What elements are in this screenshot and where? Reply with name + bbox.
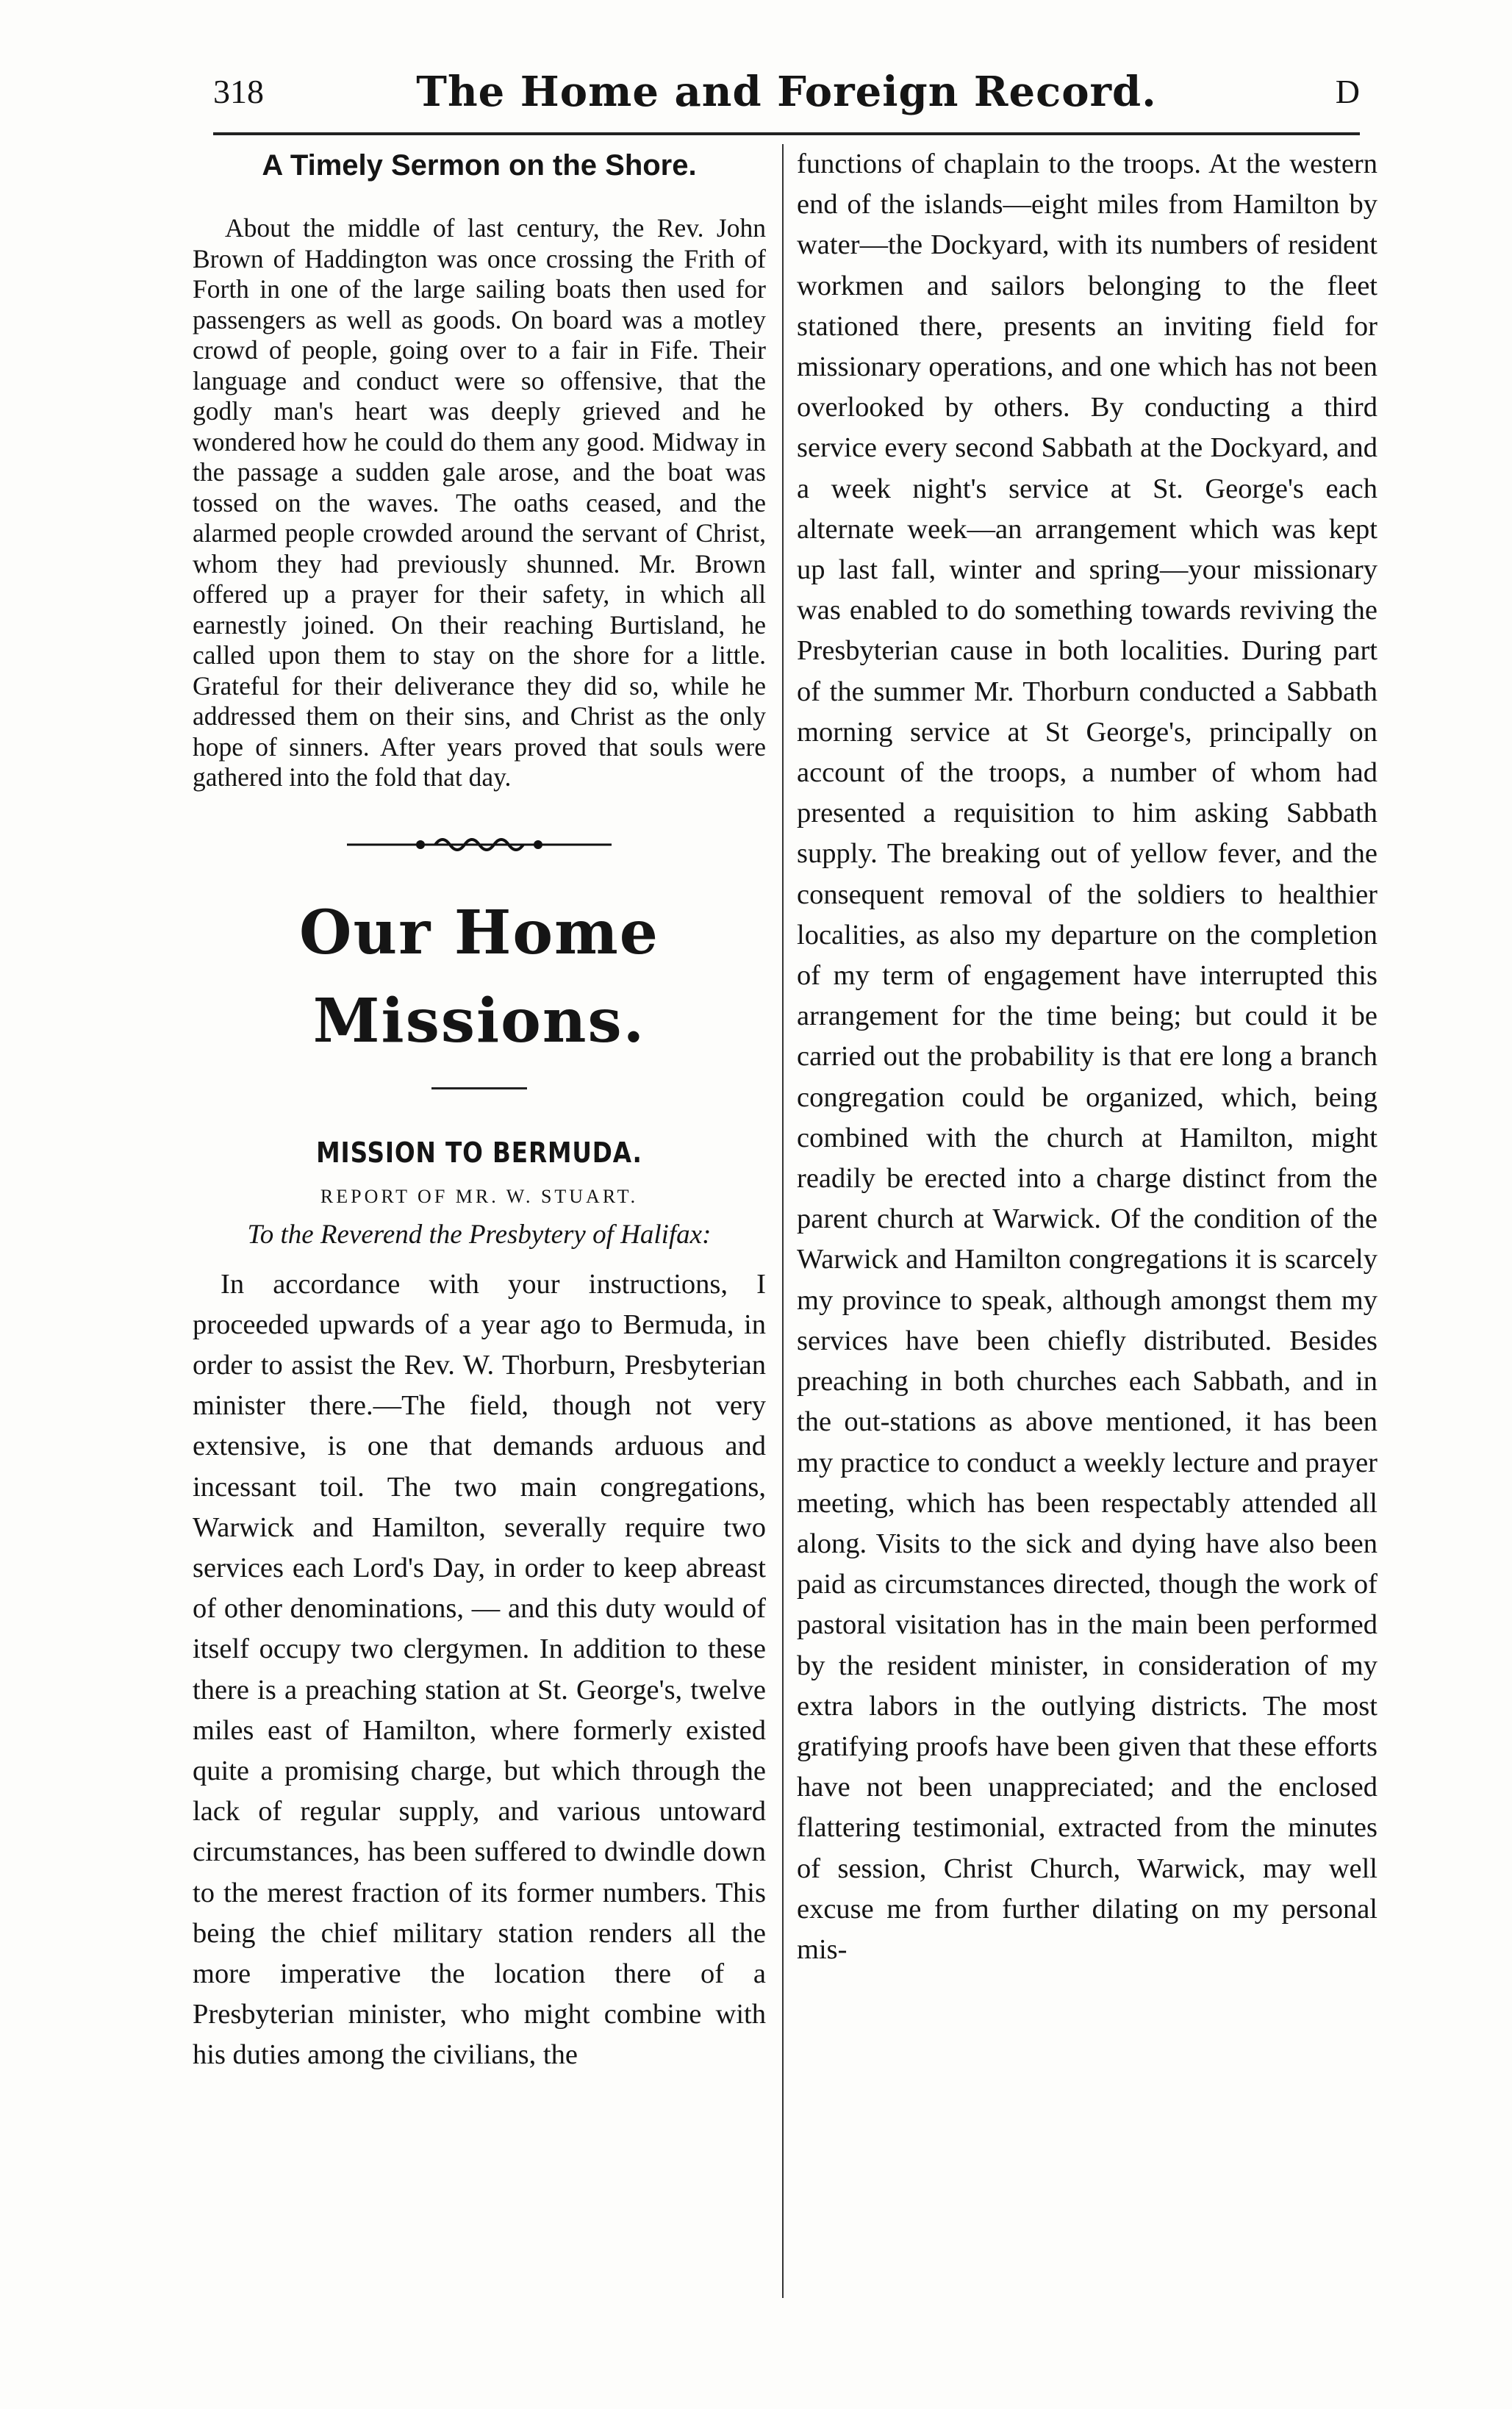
mission-heading: MISSION TO BERMUDA. [316,1136,642,1169]
left-column [193,144,766,2076]
header-rule [213,132,1360,135]
right-column [797,144,1377,1970]
sermon-body: About the middle of last century, the Rev. John Brown of Haddington was once crossing the Frith of Forth in one of the large sailing boats then used for passengers as well as goods. On board was a motley crowd of people, going over to a fair in Fife. Their language and conduct were so offensive, that the godly man's heart was deeply grieved and he wondered how he could do them any good. Midway in the passage a sudden gale arose, and the boat was tossed on the waves. The oaths ceased, and the alarmed people crowded around the servant of Christ, whom they had previously shunned. Mr. Brown offered up a prayer for their safety, in which all earnestly joined. On their reaching Burtisland, he called upon them to stay on the shore for a little. Grateful for their deliverance they did so, while he addressed them on their sins, and Christ as the only hope of sinners. After years proved that souls were gathered into the fold that day. [193,213,766,792]
page-number: 318 [213,73,264,110]
mission-body-right: functions of chaplain to the troops. At the western end of the islands—eight miles from Hamilton by water—the Dockyard, with its numbers of resident workmen and sailors belonging to the fleet stationed there, presents an inviting field for missionary operations, and one which has not been overlooked by others. By conducting a third service every second Sabbath at the Dockyard, and a week night's service at St. George's each alternate week—an arrangement which was kept up last fall, winter and spring—your missionary was enabled to do something towards reviving the Presbyterian cause in both localities. During part of the summer Mr. Thorburn conducted a Sabbath morning service at St George's, principally on account of the troops, a number of whom had presented a requisition to him asking Sabbath supply. The breaking out of yellow fever, and the consequent removal of the soldiers to healthier localities, as also my departure on the completion of my term of engagement have interrupted this arrangement for the time being; but could it be carried out the probability is that ere long a branch congregation could be organized, which, being combined with the church at Hamilton, might readily be erected into a charge distinct from the parent church at Warwick. Of the condition of the Warwick and Hamilton congregations it is scarcely my province to speak, although amongst them my services have been chiefly distributed. Besides preaching in both churches each Sabbath, and in the out-stations as above mentioned, it has been my practice to conduct a weekly lecture and prayer meeting, which has been respectably attended all along. Visits to the sick and dying have also been paid as circumstances directed, though the work of pastoral visitation has in the main been performed by the resident minister, in consideration of my extra labors in the outlying districts. The most gratifying proofs have been given that these efforts have not been unappreciated; and the enclosed flattering testimonial, extracted from the minutes of session, Christ Church, Warwick, may well excuse me from further dilating on my personal mis- [797,148,1377,1965]
signature-mark: D [1335,73,1360,110]
salutation: To the Reverend the Presbytery of Halifax: [247,1219,712,1250]
sermon-title: A Timely Sermon on the Shore. [262,149,697,182]
report-byline: REPORT OF MR. W. STUART. [320,1185,639,1207]
mission-body-left: In accordance with your instructions, I proceeded upwards of a year ago to Bermuda, in order to assist the Rev. W. Thorburn, Presbyterian minister there.—The field, though not very extensive, is one that demands arduous and incessant toil. The two main congregations, Warwick and Hamilton, severally require two services each Lord's Day, in order to keep abreast of other denominations, — and this duty would of itself occupy two clergymen. In addition to these there is a preaching station at St. George's, twelve miles east of Hamilton, where formerly existed quite a promising charge, but which through the lack of regular supply, and various untoward circumstances, has been suffered to dwindle down to the merest fraction of its former numbers. This being the chief military station renders all the more imperative the location there of a Presbyterian minister, who might combine with his duties among the civilians, the [193,1268,766,2071]
ornament-divider-icon [347,830,612,859]
running-header [213,59,1360,125]
column-divider [782,144,784,2298]
journal-title: The Home and Foreign Record. [416,68,1157,116]
short-rule [431,1087,527,1089]
section-title: Our Home Missions. [299,897,659,1056]
